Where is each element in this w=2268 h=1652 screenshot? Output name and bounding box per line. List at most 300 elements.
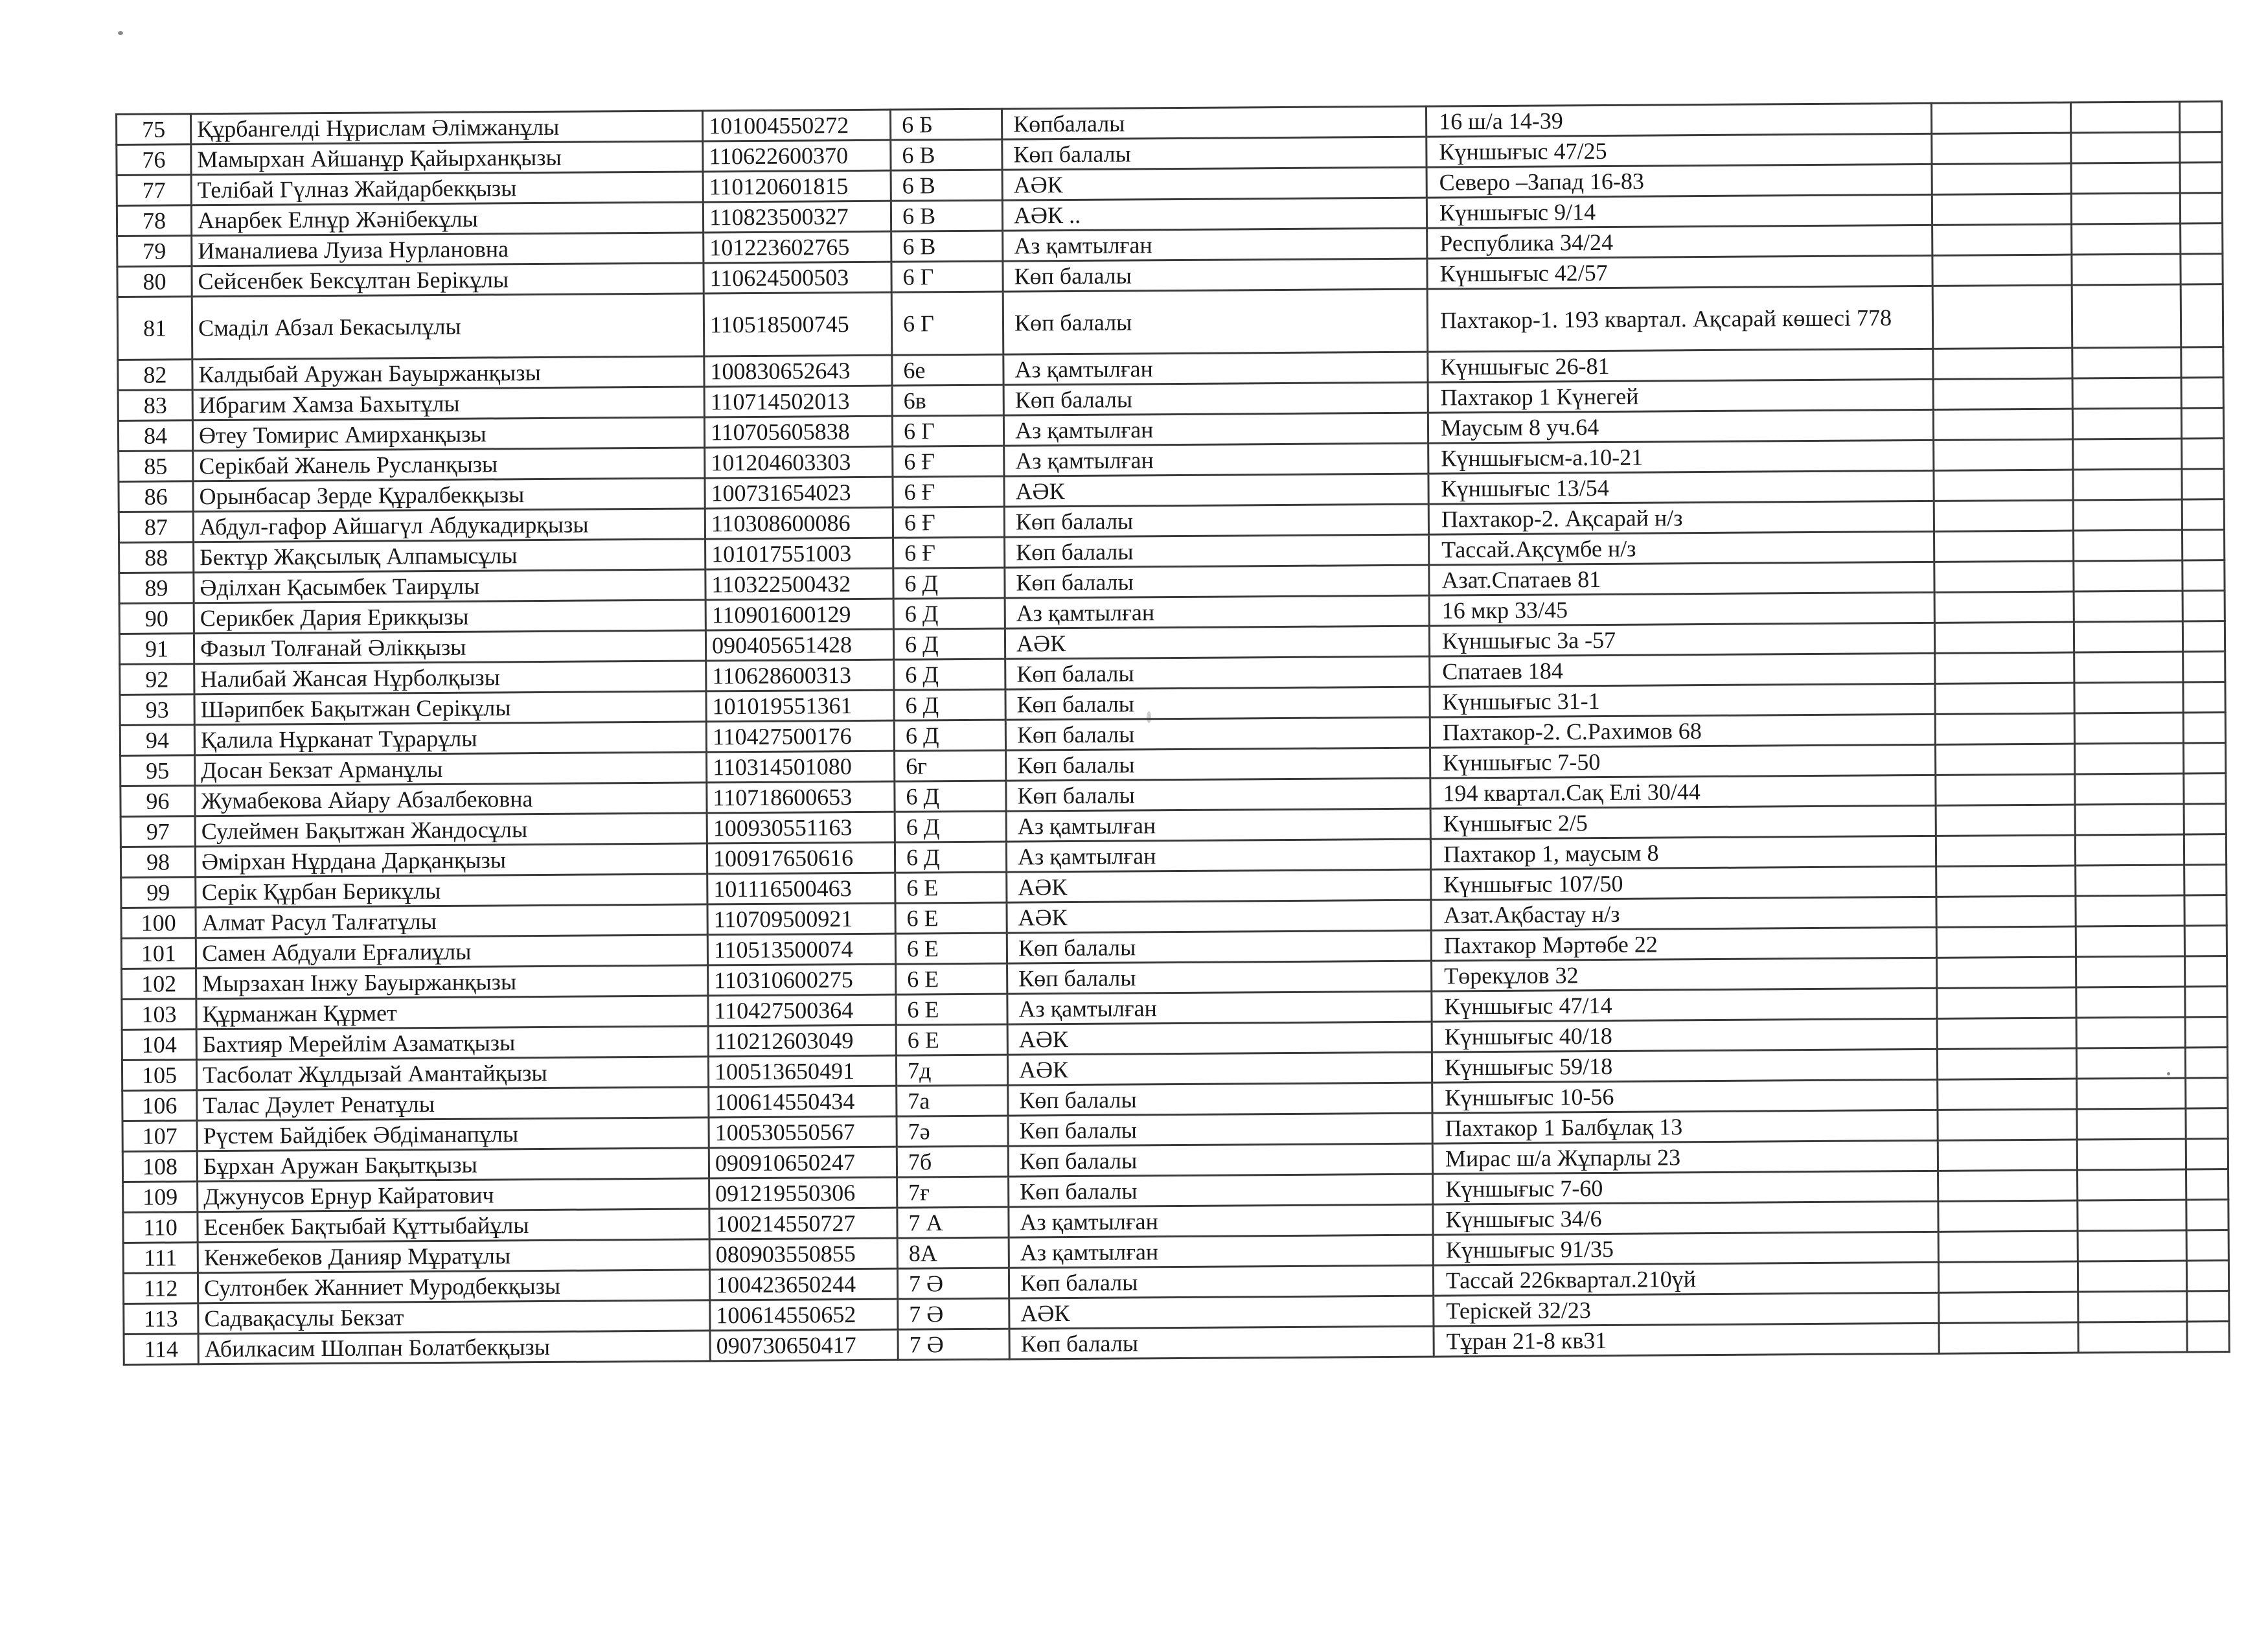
blank-cell-2: [2076, 956, 2185, 987]
blank-cell-2: [2072, 224, 2181, 255]
class-grade: 6 Е: [896, 963, 1007, 994]
row-number: 79: [117, 236, 192, 267]
blank-cell-3: [2185, 1017, 2227, 1048]
student-iin: 101204603303: [705, 446, 893, 478]
blank-cell-2: [2074, 652, 2183, 683]
family-status: Аз қамтылған: [1005, 595, 1429, 628]
home-address: Төрекұлов 32: [1432, 958, 1937, 991]
blank-cell-1: [1936, 866, 2076, 897]
student-name: Досан Бекзат Арманұлы: [195, 752, 707, 786]
family-status: Көп балалы: [1002, 137, 1426, 170]
class-grade: 6 Д: [893, 568, 1005, 599]
blank-cell-1: [1937, 987, 2076, 1018]
blank-cell-3: [2181, 254, 2223, 284]
row-number: 112: [123, 1273, 198, 1304]
blank-cell-1: [1934, 591, 2074, 623]
blank-cell-3: [2186, 1169, 2228, 1200]
student-name: Самен Абдуали Ерғалиұлы: [196, 935, 707, 969]
home-address: Күншығыс 34/6: [1433, 1201, 1938, 1235]
blank-cell-2: [2076, 1017, 2185, 1048]
home-address: Маусым 8 уч.64: [1428, 409, 1933, 443]
student-name: Садвақасұлы Бекзат: [198, 1300, 710, 1334]
blank-cell-1: [1939, 1322, 2078, 1353]
home-address: Пахтакор-1. 193 квартал. Ақсарай көшесі 778: [1427, 286, 1933, 352]
row-number: 91: [119, 634, 194, 665]
student-name: Тасболат Жұлдызай Амантайқызы: [196, 1057, 708, 1090]
blank-cell-2: [2072, 254, 2181, 285]
family-status: Аз қамтылған: [1006, 839, 1430, 872]
student-name: Құрманжан Құрмет: [196, 996, 708, 1029]
blank-cell-1: [1934, 622, 2074, 653]
student-name: Фазыл Толғанай Әлікқызы: [194, 630, 705, 664]
row-number: 88: [119, 542, 194, 573]
blank-cell-3: [2183, 743, 2225, 774]
family-status: Көп балалы: [1006, 778, 1430, 811]
row-number: 76: [117, 144, 191, 176]
blank-cell-1: [1938, 1231, 2078, 1262]
student-name: Талас Дәулет Ренатұлы: [197, 1087, 709, 1121]
row-number: 103: [122, 999, 196, 1030]
student-name: Смаділ Абзал Бекасылұлы: [192, 293, 704, 360]
student-iin: 101116500463: [707, 873, 895, 904]
student-name: Сулеймен Бақытжан Жандосұлы: [195, 813, 707, 847]
class-grade: 6 Г: [892, 415, 1003, 446]
class-grade: 6 Г: [891, 292, 1003, 355]
home-address: Мирас ш/а Жұпарлы 23: [1432, 1140, 1938, 1174]
home-address: Пахтакор Мәртөбе 22: [1431, 927, 1936, 961]
row-number: 105: [122, 1060, 196, 1091]
student-iin: 090730650417: [710, 1329, 898, 1361]
home-address: Пахтакор-2. Ақсарай н/з: [1428, 501, 1934, 534]
student-iin: 110823500327: [703, 201, 891, 233]
blank-cell-1: [1938, 1170, 2078, 1201]
home-address: Күншығыс 47/14: [1432, 988, 1937, 1022]
blank-cell-1: [1933, 409, 2072, 440]
class-grade: 6 Б: [890, 109, 1002, 140]
blank-cell-2: [2071, 163, 2180, 194]
student-iin: 110901600129: [705, 599, 893, 630]
student-iin: 110308600086: [705, 507, 893, 539]
student-iin: 100614550652: [710, 1299, 898, 1331]
student-iin: 110705605838: [704, 416, 892, 448]
blank-cell-2: [2076, 987, 2185, 1018]
blank-cell-3: [2183, 652, 2225, 682]
blank-cell-1: [1934, 439, 2073, 470]
student-name: Серікбай Жанель Русланқызы: [193, 448, 705, 481]
family-status: Көп балалы: [1008, 1143, 1432, 1176]
student-iin: 110709500921: [707, 903, 895, 935]
blank-cell-2: [2074, 621, 2182, 652]
student-iin: 100423650244: [709, 1268, 897, 1300]
blank-cell-3: [2181, 224, 2223, 254]
row-number: 89: [119, 573, 194, 604]
student-iin: 110322500432: [705, 568, 893, 600]
class-grade: 7а: [897, 1085, 1008, 1116]
home-address: Тассай.Ақсүмбе н/з: [1429, 531, 1934, 565]
row-number: 101: [121, 938, 196, 969]
home-address: 16 мкр 33/45: [1429, 592, 1934, 626]
family-status: Аз қамтылған: [1003, 352, 1428, 385]
blank-cell-1: [1934, 531, 2073, 562]
family-status: Көп балалы: [1005, 534, 1429, 568]
home-address: Күншығыс 2/5: [1430, 805, 1936, 839]
blank-cell-1: [1932, 224, 2072, 255]
class-grade: 6 Е: [895, 933, 1007, 964]
student-name: Өтеу Томирис Амирханқызы: [192, 417, 704, 451]
row-number: 107: [122, 1121, 197, 1152]
row-number: 78: [117, 205, 191, 236]
home-address: Күншығыс 42/57: [1427, 255, 1932, 289]
student-iin: 101004550272: [702, 109, 890, 141]
blank-cell-1: [1938, 1079, 2077, 1110]
student-roster-table: [115, 100, 2230, 1366]
blank-cell-2: [2073, 530, 2182, 561]
family-status: Аз қамтылған: [1007, 991, 1432, 1024]
student-iin: 110427500176: [706, 720, 894, 752]
blank-cell-2: [2073, 499, 2182, 531]
blank-cell-1: [1936, 896, 2076, 927]
student-name: Әмірхан Нұрдана Дарқанқызы: [195, 843, 707, 877]
blank-cell-1: [1936, 744, 2075, 775]
home-address: Күншығыс 59/18: [1432, 1049, 1937, 1083]
blank-cell-3: [2182, 591, 2225, 621]
family-status: Көп балалы: [1009, 1265, 1433, 1298]
student-iin: 100930551163: [707, 812, 895, 843]
blank-cell-2: [2078, 1169, 2186, 1200]
family-status: Көп балалы: [1005, 656, 1430, 689]
student-iin: 101223602765: [704, 231, 891, 263]
row-number: 87: [119, 512, 193, 543]
row-number: 100: [121, 908, 196, 939]
blank-cell-3: [2182, 621, 2225, 652]
blank-cell-1: [1932, 163, 2071, 194]
blank-cell-2: [2073, 439, 2182, 470]
class-grade: 7 Ә: [897, 1268, 1009, 1299]
blank-cell-2: [2077, 1139, 2186, 1170]
blank-cell-3: [2182, 499, 2224, 530]
student-name: Серикбек Дария Ерикқызы: [194, 600, 705, 634]
student-name: Анарбек Елнұр Жәнібекұлы: [191, 202, 703, 236]
blank-cell-3: [2179, 102, 2221, 132]
class-grade: 6е: [892, 354, 1003, 385]
class-grade: 6 Д: [895, 842, 1006, 873]
blank-cell-2: [2075, 774, 2184, 805]
row-number: 113: [124, 1303, 198, 1335]
class-grade: 6 В: [891, 200, 1002, 231]
blank-cell-2: [2074, 713, 2183, 744]
blank-cell-3: [2180, 193, 2222, 224]
blank-cell-1: [1939, 1292, 2078, 1323]
class-grade: 6 Д: [893, 628, 1005, 660]
blank-cell-2: [2074, 682, 2183, 713]
row-number: 96: [120, 786, 195, 817]
class-grade: 6 Е: [895, 902, 1007, 934]
home-address: 16 ш/а 14-39: [1426, 103, 1931, 137]
family-status: АӘК: [1009, 1296, 1434, 1329]
blank-cell-3: [2182, 439, 2224, 469]
family-status: АӘК: [1004, 474, 1428, 507]
class-grade: 7 А: [897, 1207, 1009, 1238]
blank-cell-3: [2185, 956, 2227, 987]
student-name: Налибай Жансая Нұрболқызы: [194, 661, 706, 694]
class-grade: 6 Д: [893, 598, 1005, 629]
home-address: Пахтакор-2. С.Рахимов 68: [1430, 714, 1935, 748]
blank-cell-1: [1937, 1018, 2076, 1049]
home-address: Северо –Запад 16-83: [1426, 164, 1932, 198]
class-grade: 6 В: [891, 170, 1002, 201]
student-name: Калдыбай Аружан Бауыржанқызы: [192, 356, 704, 390]
blank-cell-3: [2183, 713, 2225, 743]
blank-cell-2: [2073, 469, 2182, 500]
family-status: АӘК: [1007, 900, 1431, 933]
student-name: Телібай Гүлназ Жайдарбекқызы: [191, 172, 703, 205]
row-number: 93: [120, 694, 194, 726]
home-address: Күншығыс 40/18: [1432, 1018, 1937, 1052]
class-grade: 7ғ: [897, 1176, 1009, 1208]
class-grade: 6 Ғ: [893, 446, 1004, 477]
student-name: Бұрхан Аружан Бақытқызы: [197, 1148, 709, 1182]
student-iin: 110314501080: [707, 751, 895, 783]
student-name: Ибрагим Хамза Бахытұлы: [192, 387, 704, 420]
blank-cell-3: [2187, 1322, 2229, 1352]
class-grade: 7д: [896, 1055, 1007, 1086]
family-status: Көп балалы: [1009, 1174, 1433, 1207]
blank-cell-3: [2184, 774, 2226, 804]
student-name: Орынбасар Зерде Құралбекқызы: [193, 478, 705, 512]
blank-cell-1: [1935, 652, 2074, 683]
class-grade: 7 Ә: [898, 1329, 1009, 1360]
blank-cell-2: [2071, 193, 2180, 224]
blank-cell-3: [2181, 347, 2223, 378]
blank-cell-1: [1932, 133, 2071, 164]
blank-cell-2: [2078, 1291, 2187, 1322]
student-name: Бектұр Жақсылық Алпамысұлы: [194, 539, 705, 573]
home-address: Күншығыс 31-1: [1430, 683, 1935, 717]
student-iin: 101017551003: [705, 538, 893, 569]
student-iin: 110714502013: [704, 385, 892, 417]
class-grade: 6 Ғ: [893, 537, 1005, 568]
student-name: Қалила Нұрканат Тұрарұлы: [194, 722, 706, 755]
blank-cell-1: [1938, 1109, 2077, 1140]
row-number: 102: [122, 969, 196, 1000]
home-address: Пахтакор 1 Балбұлақ 13: [1432, 1110, 1938, 1143]
home-address: 194 квартал.Сақ Елі 30/44: [1430, 775, 1936, 809]
blank-cell-1: [1934, 470, 2073, 501]
blank-cell-3: [2186, 1078, 2228, 1108]
family-status: АӘК: [1007, 1052, 1432, 1085]
family-status: Көп балалы: [1009, 1326, 1434, 1359]
blank-cell-1: [1936, 835, 2075, 866]
family-status: Аз қамтылған: [1009, 1235, 1433, 1268]
blank-cell-1: [1935, 683, 2074, 714]
family-status: Көп балалы: [1003, 289, 1428, 354]
student-name: Серік Құрбан Берикұлы: [196, 874, 707, 908]
blank-cell-3: [2184, 804, 2226, 834]
family-status: Аз қамтылған: [1006, 809, 1430, 842]
blank-cell-1: [1934, 561, 2074, 592]
class-grade: 6 Д: [895, 811, 1006, 842]
row-number: 92: [120, 664, 194, 695]
blank-cell-1: [1936, 926, 2076, 958]
blank-cell-1: [1931, 102, 2070, 133]
student-iin: 110518500745: [704, 292, 892, 356]
student-iin: 100513650491: [708, 1055, 896, 1087]
row-number: 98: [120, 847, 195, 878]
class-grade: 6 Д: [894, 689, 1005, 720]
class-grade: 6 Д: [894, 720, 1005, 751]
student-name: Султонбек Жанниет Муродбекқызы: [198, 1270, 709, 1303]
row-number: 86: [119, 481, 193, 512]
student-name: Абдул-гафор Айшагүл Абдукадирқызы: [193, 509, 705, 542]
home-address: Пахтакор 1 Күнегей: [1428, 379, 1933, 413]
student-iin: 110718600653: [707, 781, 895, 813]
blank-cell-3: [2184, 895, 2227, 926]
blank-cell-2: [2072, 284, 2181, 348]
blank-cell-2: [2072, 347, 2181, 378]
student-iin: 110624500503: [704, 262, 891, 293]
student-name: Әділхан Қасымбек Таирұлы: [194, 569, 705, 603]
student-name: Алмат Расул Талғатұлы: [196, 904, 707, 938]
roster-body: [117, 102, 2230, 1365]
blank-cell-2: [2078, 1200, 2186, 1231]
student-iin: 100614550434: [709, 1086, 897, 1118]
blank-cell-3: [2185, 987, 2227, 1017]
home-address: Күншығыс 107/50: [1431, 866, 1936, 900]
class-grade: 6в: [892, 385, 1003, 416]
blank-cell-1: [1932, 194, 2071, 225]
home-address: Азат.Спатаев 81: [1429, 562, 1934, 595]
student-iin: 090910650247: [709, 1147, 897, 1178]
class-grade: 6 Г: [891, 261, 1003, 292]
family-status: АӘК: [1005, 626, 1429, 659]
blank-cell-3: [2184, 926, 2227, 956]
student-name: Мамырхан Айшанұр Қайырханқызы: [191, 141, 703, 175]
student-name: Құрбангелді Нұрислам Әлімжанұлы: [191, 111, 703, 144]
student-iin: 091219550306: [709, 1177, 897, 1209]
blank-cell-2: [2074, 591, 2182, 622]
row-number: 104: [122, 1029, 196, 1061]
blank-cell-1: [1937, 1048, 2076, 1079]
family-status: Аз қамтылған: [1003, 228, 1427, 261]
family-status: Көп балалы: [1005, 687, 1430, 720]
row-number: 83: [118, 390, 192, 421]
blank-cell-2: [2072, 408, 2181, 439]
home-address: Тұран 21-8 кв31: [1434, 1323, 1939, 1357]
student-iin: 100214550727: [709, 1208, 897, 1239]
family-status: Көп балалы: [1007, 961, 1432, 994]
blank-cell-1: [1936, 805, 2075, 836]
blank-cell-2: [2077, 1108, 2186, 1140]
home-address: Күншығыс 3а -57: [1429, 623, 1934, 656]
blank-cell-3: [2180, 132, 2222, 163]
home-address: Теріскей 32/23: [1434, 1292, 1939, 1326]
student-name: Иманалиева Луиза Нурлановна: [192, 233, 704, 266]
student-iin: 110628600313: [706, 660, 894, 691]
class-grade: 6 Е: [896, 1024, 1007, 1055]
row-number: 94: [120, 725, 194, 756]
class-grade: 6 Ғ: [893, 476, 1004, 507]
blank-cell-2: [2076, 1048, 2185, 1079]
blank-cell-2: [2078, 1230, 2186, 1261]
student-iin: 110427500364: [708, 994, 896, 1026]
student-iin: 110513500074: [707, 934, 895, 965]
class-grade: 7б: [897, 1146, 1008, 1177]
blank-cell-3: [2182, 560, 2225, 591]
family-status: АӘК ..: [1002, 198, 1426, 231]
row-number: 77: [117, 175, 191, 206]
blank-cell-2: [2076, 865, 2184, 896]
student-iin: 101019551361: [706, 690, 894, 722]
student-name: Жумабекова Айару Абзалбековна: [195, 783, 707, 816]
blank-cell-3: [2181, 284, 2223, 347]
family-status: Көп балалы: [1007, 930, 1431, 963]
student-iin: 100530550567: [709, 1116, 897, 1148]
scan-speck: [118, 31, 123, 35]
student-name: Бахтияр Мерейлім Азаматқызы: [196, 1026, 708, 1060]
blank-cell-2: [2071, 132, 2180, 163]
home-address: Спатаев 184: [1430, 653, 1935, 687]
row-number: 80: [117, 266, 192, 297]
blank-cell-2: [2076, 895, 2184, 926]
family-status: Көп балалы: [1005, 717, 1430, 750]
family-status: АӘК: [1007, 869, 1431, 902]
blank-cell-1: [1932, 285, 2072, 349]
blank-cell-2: [2077, 1078, 2186, 1109]
home-address: Күншығыс 91/35: [1433, 1232, 1938, 1265]
blank-cell-3: [2183, 682, 2225, 713]
blank-cell-3: [2186, 1230, 2228, 1261]
home-address: Азат.Ақбастау н/з: [1431, 897, 1936, 930]
blank-cell-3: [2182, 469, 2224, 499]
blank-cell-2: [2070, 102, 2179, 133]
family-status: Көп балалы: [1008, 1083, 1432, 1116]
student-iin: 110622600370: [703, 140, 891, 172]
home-address: Күншығыс 7-50: [1430, 744, 1936, 778]
row-number: 81: [117, 297, 192, 360]
row-number: 90: [119, 603, 194, 634]
family-status: АӘК: [1007, 1022, 1432, 1055]
blank-cell-3: [2181, 378, 2223, 408]
family-status: Көп балалы: [1004, 504, 1428, 537]
blank-cell-1: [1933, 348, 2072, 379]
home-address: Пахтакор 1, маусым 8: [1430, 836, 1936, 869]
row-number: 111: [123, 1243, 198, 1274]
student-name: Абилкасим Шолпан Болатбекқызы: [198, 1331, 710, 1364]
blank-cell-1: [1934, 500, 2073, 531]
student-iin: 100731654023: [705, 477, 893, 509]
home-address: Күншығысм-а.10-21: [1428, 440, 1934, 474]
row-number: 114: [124, 1334, 198, 1365]
blank-cell-2: [2076, 926, 2184, 957]
blank-cell-3: [2182, 530, 2224, 560]
family-status: Көп балалы: [1005, 565, 1429, 598]
blank-cell-1: [1935, 713, 2074, 744]
student-name: Мырзахан Інжу Бауыржанқызы: [196, 965, 708, 999]
row-number: 108: [122, 1151, 197, 1182]
class-grade: 6 Ғ: [893, 507, 1004, 538]
student-iin: 110310600275: [708, 964, 896, 996]
home-address: Республика 34/24: [1427, 225, 1932, 258]
blank-cell-3: [2186, 1200, 2228, 1230]
blank-cell-3: [2186, 1139, 2228, 1169]
row-number: 106: [122, 1090, 197, 1121]
home-address: Күншығыс 13/54: [1428, 470, 1934, 504]
home-address: Күншығыс 26-81: [1428, 349, 1933, 382]
blank-cell-3: [2181, 408, 2223, 439]
row-number: 97: [120, 816, 195, 847]
student-name: Шәрипбек Бақытжан Серікұлы: [194, 691, 706, 725]
home-address: Күншығыс 9/14: [1426, 194, 1932, 228]
